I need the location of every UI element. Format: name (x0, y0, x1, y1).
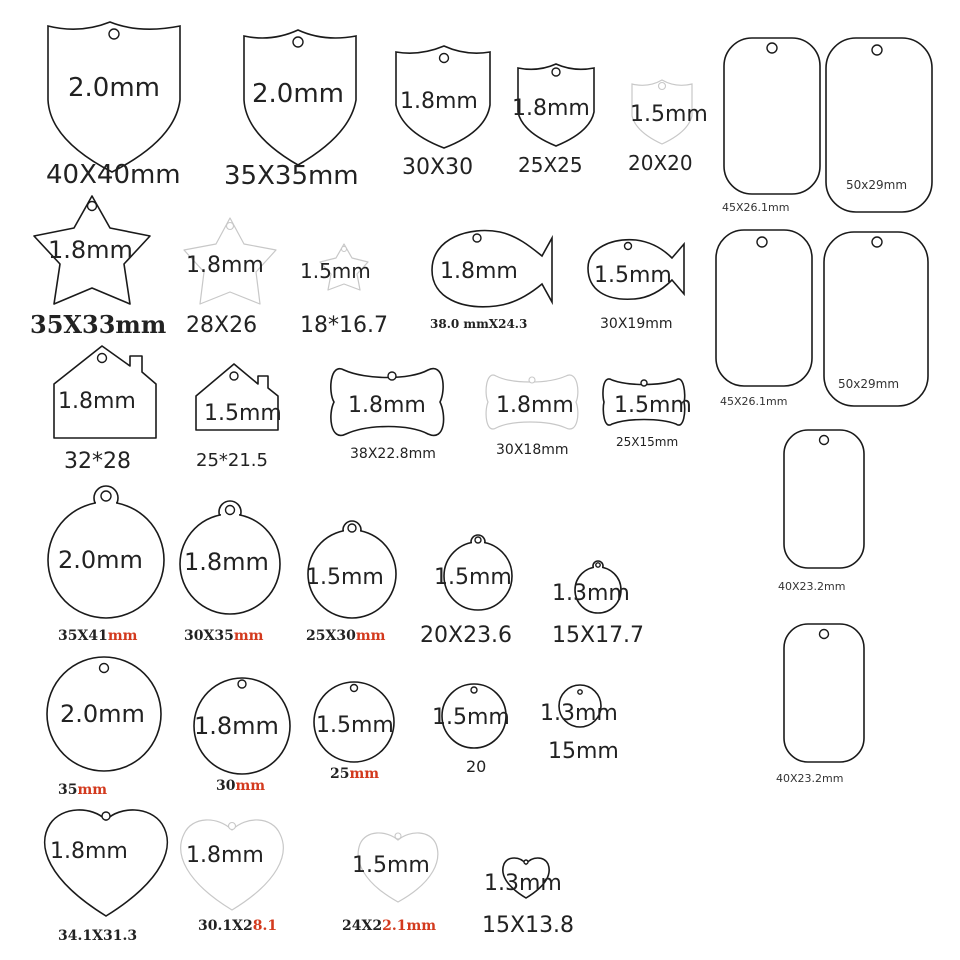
dog-tag-6 (784, 624, 864, 762)
svg-text:24X22.1mm (342, 918, 436, 934)
shield-5-thickness: 1.5mm (630, 102, 708, 127)
dog-tag-3 (716, 230, 812, 386)
house-tag-2 (196, 364, 282, 430)
round-loop-tag-2 (180, 501, 280, 614)
round-5-thickness: 1.3mm (540, 701, 618, 726)
round-tag-4 (432, 684, 510, 748)
bone-tag-3 (603, 379, 692, 425)
svg-text:34.1X31.3 (58, 928, 137, 944)
svg-text:15X13.8 (482, 913, 574, 938)
round-loop-tag-1 (48, 486, 164, 618)
round-loop-1-thickness: 2.0mm (58, 546, 143, 574)
round-1-unit: mm (77, 782, 108, 798)
star-2-size: 28X26 (186, 313, 258, 338)
bone-3-thickness: 1.5mm (614, 393, 692, 418)
svg-text:20X23.6 (420, 623, 512, 648)
heart-2-unit: 8.1 (252, 918, 278, 934)
heart-4-thickness: 1.3mm (484, 871, 562, 896)
heart-1-size: 34.1X31.3 (58, 928, 138, 944)
round-tag-3 (314, 682, 394, 762)
round-loop-4-thickness: 1.5mm (434, 565, 512, 590)
svg-text:25mm (330, 766, 379, 782)
round-tag-5 (540, 685, 618, 727)
shield-1-size: 40X40mm (46, 160, 181, 190)
bone-2-thickness: 1.8mm (496, 393, 574, 418)
dog-tag-5-size: 40X23.2mm (778, 580, 846, 593)
star-1-thickness: 1.8mm (48, 236, 133, 264)
shield-1-thickness: 2.0mm (68, 73, 161, 103)
dog-tag-2 (826, 38, 932, 212)
round-tag-2 (194, 678, 290, 774)
star-tag-2 (184, 218, 276, 304)
round-3-size: 25 (330, 766, 350, 782)
shield-2-size: 35X35mm (224, 161, 359, 191)
round-loop-3-size: 25X30 (306, 628, 356, 644)
dog-tag-4-size: 50x29mm (838, 377, 900, 391)
fish-tag-1 (432, 231, 552, 307)
heart-2-size: 30.1X2 (198, 918, 253, 934)
fish-tag-2 (588, 240, 684, 299)
shield-tag-2 (244, 30, 356, 165)
svg-text:30X35mm (184, 628, 264, 644)
svg-text:35mm (58, 782, 107, 798)
star-3-size: 18*16.7 (300, 313, 388, 338)
shield-tag-5 (630, 80, 708, 144)
round-1-thickness: 2.0mm (60, 700, 145, 728)
bone-2-size: 30X18mm (496, 442, 569, 458)
round-loop-2-size: 30X35 (184, 628, 234, 644)
heart-1-thickness: 1.8mm (50, 839, 128, 864)
round-2-thickness: 1.8mm (194, 712, 279, 740)
dog-tag-3-size: 45X26.1mm (720, 395, 788, 408)
round-loop-5-thickness: 1.3mm (552, 581, 630, 606)
svg-text:30mm (216, 778, 265, 794)
star-3-thickness: 1.5mm (300, 259, 371, 283)
bone-1-size: 38X22.8mm (350, 446, 436, 462)
svg-text:30.1X28.1 (198, 918, 277, 934)
shield-3-size: 30X30 (402, 155, 474, 180)
dog-tag-1-size: 45X26.1mm (722, 201, 790, 214)
round-2-unit: mm (235, 778, 266, 794)
svg-text:15mm (548, 739, 619, 764)
shield-5-size: 20X20 (628, 151, 693, 175)
round-1-size: 35 (58, 782, 78, 798)
round-5-size: 15mm (548, 739, 619, 764)
heart-tag-3 (352, 833, 438, 902)
house-2-size: 25*21.5 (196, 450, 268, 471)
round-loop-tag-5 (552, 561, 630, 613)
round-2-size: 30 (216, 778, 236, 794)
shield-tag-3 (396, 46, 490, 148)
round-4-thickness: 1.5mm (432, 705, 510, 730)
round-loop-2-thickness: 1.8mm (184, 548, 269, 576)
round-loop-1-unit: mm (107, 628, 138, 644)
house-2-thickness: 1.5mm (204, 401, 282, 426)
house-1-thickness: 1.8mm (58, 389, 136, 414)
round-loop-2-unit: mm (233, 628, 264, 644)
shield-4-thickness: 1.8mm (512, 96, 590, 121)
fish-2-size: 30X19mm (600, 316, 673, 332)
shield-2-thickness: 2.0mm (252, 79, 345, 109)
svg-text:15X17.7 (552, 623, 644, 648)
round-loop-1-size: 35X41 (58, 628, 108, 644)
round-loop-tag-4 (434, 535, 512, 610)
svg-text:20 (466, 757, 486, 776)
shield-4-size: 25X25 (518, 153, 583, 177)
heart-3-size: 24X2 (342, 918, 383, 934)
round-loop-tag-3 (306, 521, 396, 618)
star-1-size: 35X33mm (30, 310, 167, 339)
house-tag-1 (54, 346, 156, 438)
heart-3-unit: 2.1mm (382, 918, 437, 934)
heart-tag-4 (484, 858, 562, 898)
round-3-unit: mm (349, 766, 380, 782)
round-tag-1 (47, 657, 161, 771)
svg-text:25X30mm (306, 628, 386, 644)
heart-3-thickness: 1.5mm (352, 853, 430, 878)
shield-tag-4 (512, 64, 594, 146)
fish-1-size: 38.0 mmX24.3 (430, 317, 528, 331)
shield-3-thickness: 1.8mm (400, 89, 478, 114)
star-2-thickness: 1.8mm (186, 253, 264, 278)
bone-tag-1 (331, 369, 444, 436)
round-loop-3-unit: mm (355, 628, 386, 644)
svg-text:35X41mm (58, 628, 138, 644)
heart-tag-1 (45, 810, 168, 916)
dog-tag-6-size: 40X23.2mm (776, 772, 844, 785)
round-loop-5-size: 15X17.7 (552, 623, 645, 648)
bone-1-thickness: 1.8mm (348, 393, 426, 418)
heart-tag-2 (181, 820, 284, 910)
star-tag-3 (300, 244, 371, 290)
heart-4-size: 15X13.8 (482, 913, 575, 938)
round-4-size: 20 (466, 757, 487, 776)
dog-tag-5 (784, 430, 864, 568)
shield-tag-1 (48, 22, 180, 172)
round-loop-4-size: 20X23.6 (420, 623, 513, 648)
round-loop-3-thickness: 1.5mm (306, 565, 384, 590)
fish-2-thickness: 1.5mm (594, 263, 672, 288)
round-3-thickness: 1.5mm (316, 713, 394, 738)
fish-1-thickness: 1.8mm (440, 259, 518, 284)
heart-2-thickness: 1.8mm (186, 843, 264, 868)
dog-tag-4 (824, 232, 928, 406)
dog-tag-2-size: 50x29mm (846, 178, 908, 192)
bone-tag-2 (486, 375, 578, 429)
star-tag-1 (34, 196, 150, 304)
dog-tag-1 (724, 38, 820, 194)
bone-3-size: 25X15mm (616, 435, 679, 449)
house-1-size: 32*28 (64, 449, 131, 474)
